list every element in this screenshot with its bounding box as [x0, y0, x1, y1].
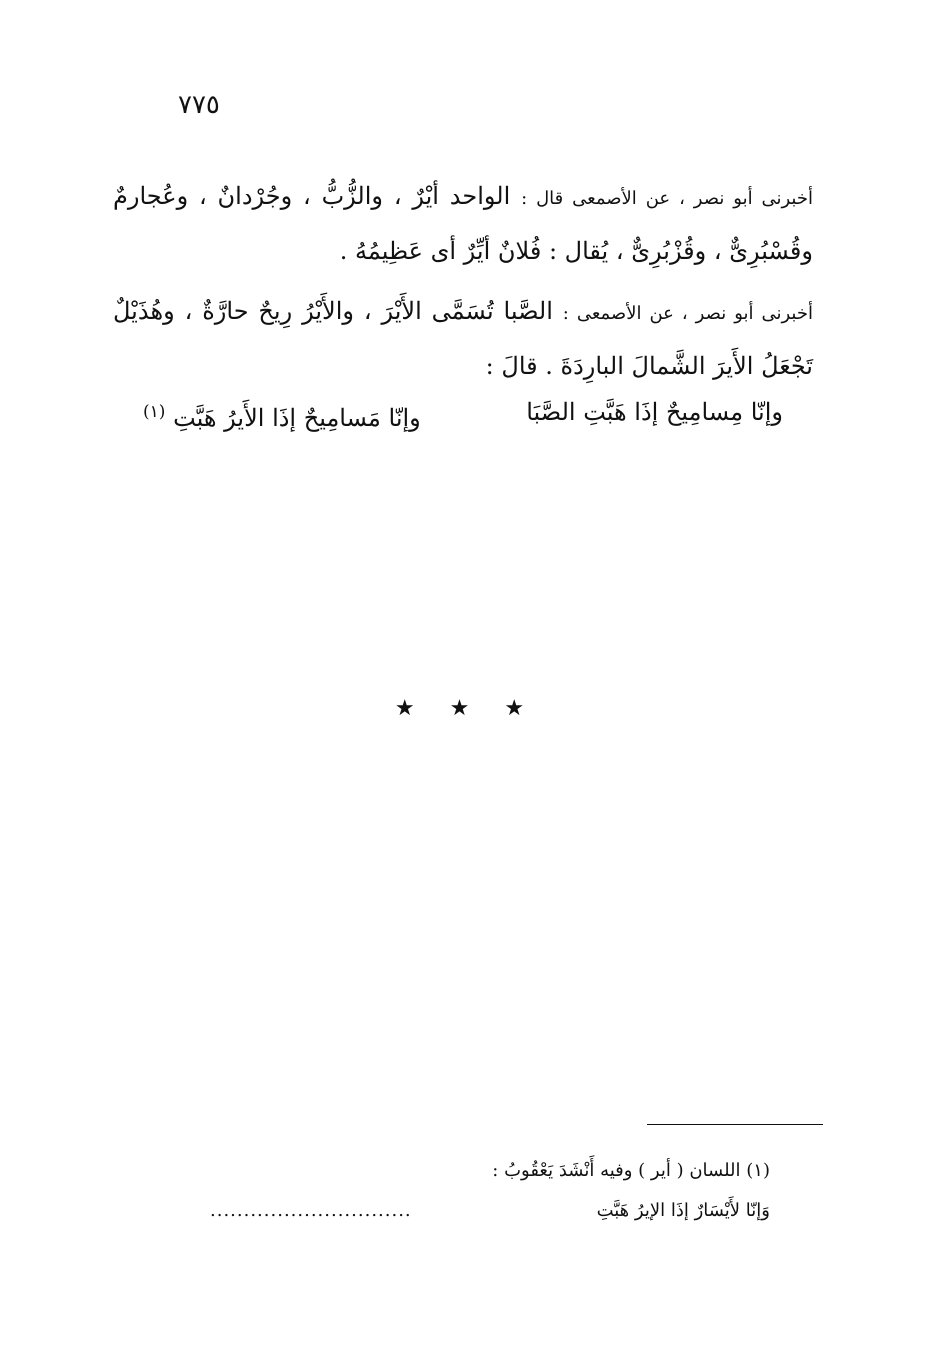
- verse-second-hemistich: وإنّا مَسامِيحٌ إذَا الأَيرُ هَبَّتِ: [173, 404, 421, 432]
- paragraph-2-text: الصَّبا تُسَمَّى الأَيْرَ ، والأَيْرُ رِيحٌ حارَّةٌ ، وهُذَيْلٌ تَجْعَلُ الأَيرَ الشَّمالَ البارِدَةَ . قالَ :: [113, 297, 813, 380]
- footnote-divider: [647, 1124, 823, 1125]
- page-number: ٧٧٥: [178, 90, 220, 120]
- footnote-reference: (١): [143, 402, 166, 422]
- paragraph-2: [113, 285, 813, 392]
- footnote-text: (١) اللسان ( أير ) وفيه أَنْشَدَ يَعْقُوبُ :: [492, 1160, 770, 1181]
- paragraph-1: [113, 170, 813, 277]
- verse-second-hemistich-wrap: [143, 392, 421, 438]
- footnote-verse-text: وَإنّا لأَيْسَارٌ إذَا الإيرُ هَبَّتِ: [596, 1200, 770, 1221]
- paragraph-1-lead: أخبرنى أبو نصر ، عن الأصمعى قال :: [521, 188, 813, 209]
- footnote-verse: [210, 1196, 770, 1226]
- footnote-verse-dots: ..............................: [210, 1200, 412, 1221]
- verse-first-hemistich: وإنّا مِسامِيحٌ إذَا هَبَّتِ الصَّبَا: [526, 398, 783, 426]
- section-separator-stars: ★ ★ ★: [394, 696, 539, 721]
- poem-verse: [143, 392, 783, 438]
- paragraph-2-lead: أخبرنى أبو نصر ، عن الأصمعى :: [562, 303, 813, 324]
- paragraph-1-text: الواحد أيْرٌ ، والزُّبُّ ، وجُرْدانٌ ، وعُجارمٌ وقُسْبُرِىٌّ ، وقُزْبُرِىٌّ ، يُقال : فُلانٌ أيِّرٌ أى عَظِيمُهُ .: [113, 182, 813, 265]
